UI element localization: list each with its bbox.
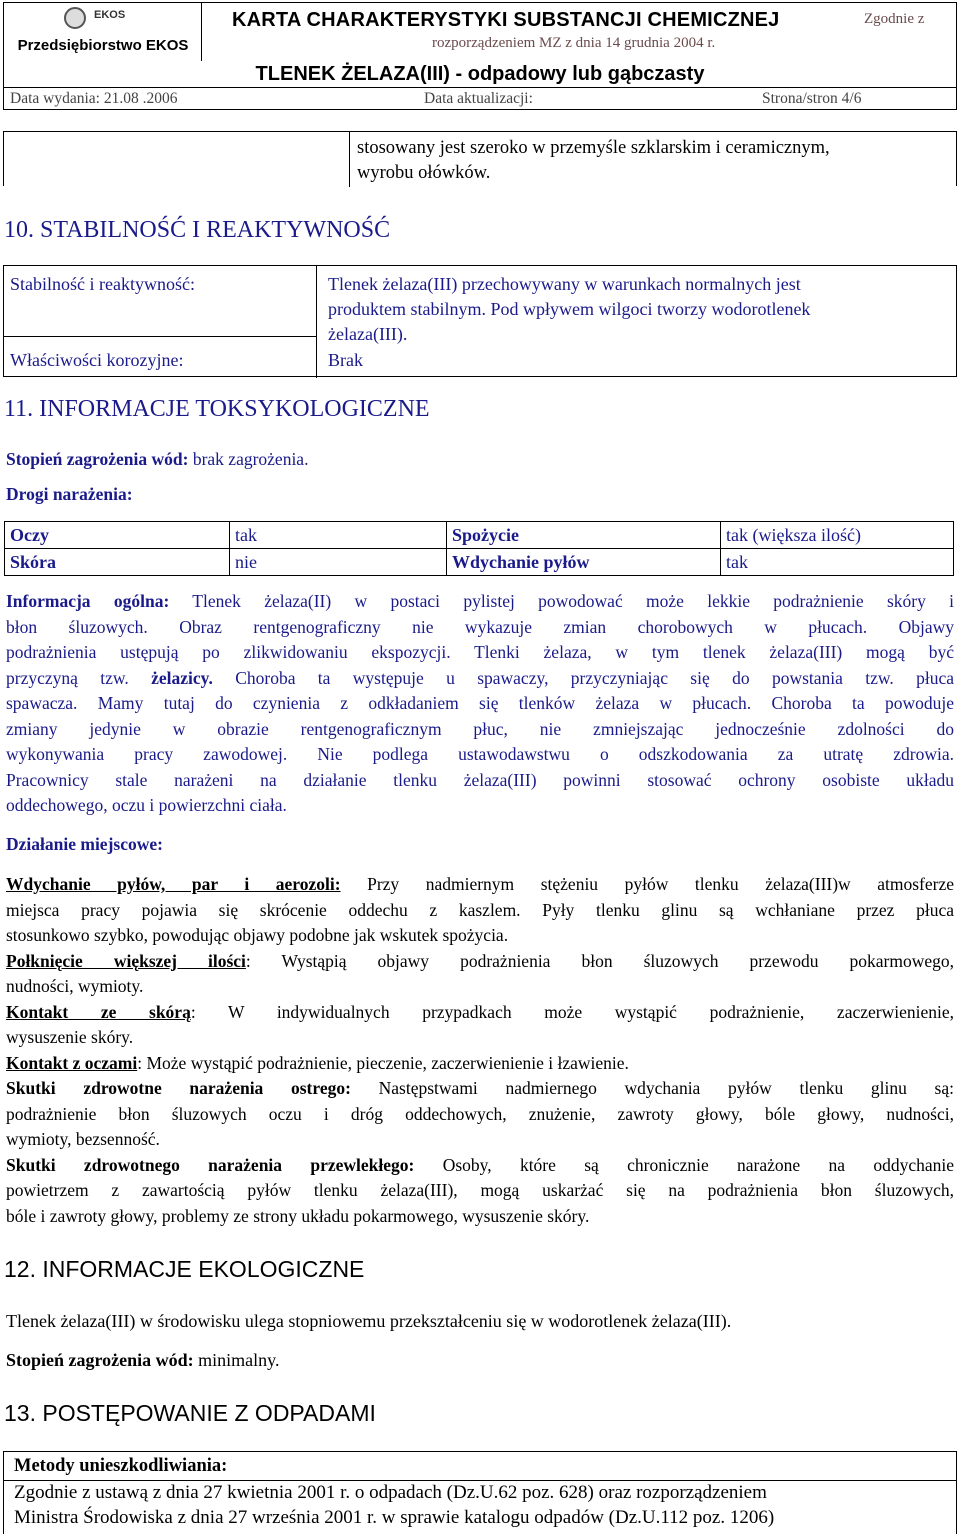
route-cell: tak bbox=[721, 549, 954, 576]
chronic-effects-label: Skutki zdrowotnego narażenia przewlekłego: bbox=[6, 1154, 415, 1175]
company-name: Przedsiębiorstwo EKOS bbox=[17, 37, 189, 54]
route-cell: nie bbox=[230, 549, 447, 576]
document-header bbox=[3, 2, 957, 110]
corrosive-value: Brak bbox=[328, 350, 363, 370]
regulation-prefix: Zgodnie z bbox=[864, 11, 925, 27]
water-hazard-line bbox=[6, 449, 308, 470]
text-line: wykonywania pracy zawodowej. Nie podlega ustawodawstwu o odszkodowania za utratę zdrowia. bbox=[6, 744, 954, 764]
waste-methods-label: Metody unieszkodliwiania: bbox=[14, 1456, 228, 1476]
text-line: wymioty, bezsenność. bbox=[6, 1129, 160, 1149]
header-title-block bbox=[202, 3, 956, 61]
header-dates-row bbox=[4, 87, 956, 109]
route-cell: Spożycie bbox=[447, 522, 721, 549]
carryover-line-2: wyrobu ołówków. bbox=[357, 163, 491, 183]
regulation-reference: rozporządzeniem MZ z dnia 14 grudnia 2004 r. bbox=[432, 35, 716, 51]
section-11-heading: 11. INFORMACJE TOKSYKOLOGICZNE bbox=[4, 396, 430, 422]
eco-water-hazard-line bbox=[6, 1350, 280, 1371]
text-line: Choroba ta występuje u spawaczy, przyczyniając się do powstania tzw. płuca bbox=[235, 667, 955, 688]
route-cell: Oczy bbox=[5, 522, 230, 549]
stability-label: Stabilność i reaktywność: bbox=[10, 274, 195, 294]
issue-date: Data wydania: 21.08 .2006 bbox=[10, 90, 178, 107]
text-line: spawacza. Mamy tutaj do czynienia z odkładaniem się tlenków żelaza w płucach. Choroba ta powoduje bbox=[6, 693, 954, 713]
text-line: podrażnienia ustępują po zlikwidowaniu ekspozycji. Tlenki żelaza, w tym tlenek żelaza(III) mogą być bbox=[6, 642, 954, 662]
text-line: : Wystąpią objawy podrażnienia błon śluzowych przewodu pokarmowego, bbox=[245, 950, 954, 971]
product-name: TLENEK ŻELAZA(III) - odpadowy lub gąbczasty bbox=[255, 63, 705, 85]
update-date: Data aktualizacji: bbox=[424, 90, 533, 107]
logo-block bbox=[4, 3, 202, 61]
eco-water-label: Stopień zagrożenia wód: bbox=[6, 1350, 194, 1370]
exposure-routes-label: Drogi narażenia: bbox=[6, 484, 133, 504]
text-line: powietrzem z zawartością pyłów tlenku żelaza(III), mogą uskarżać się na podrażnienia błon śluzowych, bbox=[6, 1180, 954, 1200]
waste-methods-line-2: Ministra Środowiska z dnia 27 września 2001 r. w sprawie katalogu odpadów (Dz.U.112 poz. 1206) bbox=[14, 1507, 775, 1528]
siderosis-term: żelazicy. bbox=[151, 667, 213, 688]
general-info-label: Informacja ogólna: bbox=[6, 591, 170, 611]
text-line: : W indywidualnych przypadkach może wystąpić podrażnienie, zaczerwienienie, bbox=[190, 1001, 954, 1022]
swallowing-label: Połknięcie większej ilości bbox=[6, 950, 246, 971]
logo-text: EKOS bbox=[94, 9, 126, 21]
text-line: wysuszenie skóry. bbox=[6, 1027, 134, 1047]
text-line: zmiany jedynie w obrazie rentgenograficznym płuc, nie zmniejszając jednocześnie zdolności do bbox=[6, 718, 954, 739]
text-line: : Może wystąpić podrażnienie, pieczenie, zaczerwienienie i łzawienie. bbox=[137, 1052, 629, 1073]
text-line: nudności, wymioty. bbox=[6, 976, 144, 996]
stability-line-1: Tlenek żelaza(III) przechowywany w warunkach normalnych jest bbox=[328, 274, 801, 294]
eye-contact-label: Kontakt z oczami bbox=[6, 1052, 138, 1073]
exposure-routes-table bbox=[4, 521, 954, 576]
route-cell: Skóra bbox=[5, 549, 230, 576]
text-line: bóle i zawroty głowy, problemy ze strony układu pokarmowego, wysuszenie skóry. bbox=[6, 1205, 590, 1226]
table-row bbox=[5, 549, 954, 576]
stability-line-2: produktem stabilnym. Pod wpływem wilgoci tworzy wodorotlenek bbox=[328, 299, 811, 319]
inhalation-label: Wdychanie pyłów, par i aerozoli: bbox=[6, 874, 341, 894]
water-hazard-value: brak zagrożenia. bbox=[192, 449, 309, 469]
stability-line-3: żelaza(III). bbox=[328, 324, 408, 344]
section-10-heading: 10. STABILNOŚĆ I REAKTYWNOŚĆ bbox=[4, 217, 391, 243]
acute-effects-label: Skutki zdrowotne narażenia ostrego: bbox=[6, 1078, 351, 1098]
text-line: Przy nadmiernym stężeniu pyłów tlenku żelaza(III)w atmosferze bbox=[367, 874, 954, 894]
company-logo-icon bbox=[64, 7, 86, 29]
text-line: przyczyną tzw. bbox=[6, 667, 129, 688]
route-cell: tak (większa ilość) bbox=[721, 522, 954, 549]
table-row bbox=[5, 522, 954, 549]
route-cell: tak bbox=[230, 522, 447, 549]
eco-water-value: minimalny. bbox=[198, 1350, 280, 1370]
text-line: Tlenek żelaza(II) w postaci pylistej powodować może lekkie podrażnienie skóry i bbox=[192, 591, 955, 611]
water-hazard-label: Stopień zagrożenia wód: bbox=[6, 449, 189, 469]
waste-methods-line-1: Zgodnie z ustawą z dnia 27 kwietnia 2001 r. o odpadach (Dz.U.62 poz. 628) oraz rozporządzeniem bbox=[14, 1482, 767, 1503]
carryover-line-1: stosowany jest szeroko w przemyśle szklarskim i ceramicznym, bbox=[357, 138, 830, 158]
section-13-heading: 13. POSTĘPOWANIE Z ODPADAMI bbox=[4, 1400, 376, 1426]
skin-contact-label: Kontakt ze skórą bbox=[6, 1001, 191, 1022]
text-line: Pracownicy stale narażeni na działanie tlenku żelaza(III) powinni stosować ochrony osobiste układu bbox=[6, 769, 954, 790]
local-effects-block bbox=[6, 872, 954, 1229]
text-line: błon śluzowych. Obraz rentgenograficzny nie wykazuje zmian chorobowych w płucach. Objawy bbox=[6, 616, 954, 637]
text-line: stosunkowo szybko, powodując objawy podobne jak wskutek spożycia. bbox=[6, 925, 509, 945]
text-line: Następstwami nadmiernego wdychania pyłów tlenku glinu są: bbox=[378, 1078, 955, 1098]
text-line: oddechowego, oczu i powierzchni ciała. bbox=[6, 795, 287, 815]
text-line: Osoby, które są chronicznie narażone na oddychanie bbox=[442, 1154, 955, 1175]
local-effects-label: Działanie miejscowe: bbox=[6, 834, 163, 854]
page-number: Strona/stron 4/6 bbox=[762, 90, 862, 107]
corrosive-label: Właściwości korozyjne: bbox=[10, 350, 184, 370]
eco-text: Tlenek żelaza(III) w środowisku ulega stopniowemu przekształceniu się w wodorotlenek żelaza(III). bbox=[6, 1311, 732, 1331]
general-info-paragraph bbox=[6, 589, 954, 819]
text-line: miejsca pracy pojawia się skrócenie oddechu z kaszlem. Pyły tlenku glinu są wchłaniane przez płuca bbox=[6, 899, 954, 920]
text-line: podrażnienie błon śluzowych oczu i dróg oddechowych, znużenie, zawroty głowy, bóle głowy, nudności, bbox=[6, 1103, 954, 1124]
document-title: KARTA CHARAKTERYSTYKI SUBSTANCJI CHEMICZNEJ bbox=[232, 9, 780, 31]
route-cell: Wdychanie pyłów bbox=[447, 549, 721, 576]
section-12-heading: 12. INFORMACJE EKOLOGICZNE bbox=[4, 1256, 365, 1282]
